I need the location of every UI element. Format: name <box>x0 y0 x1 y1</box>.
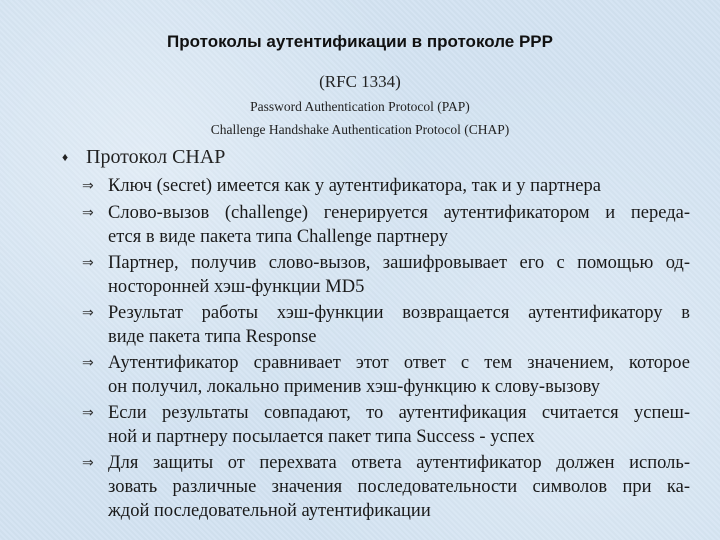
arrow-right-icon: ⇒ <box>82 256 94 271</box>
list-item-text <box>108 301 690 349</box>
diamond-icon: ♦ <box>62 150 69 164</box>
list-item-line: он получил, локально применив хэш-функцию к слову-вызову <box>108 377 601 397</box>
list-item-line: Для защиты от перехвата ответа аутентификатор должен исполь- <box>108 453 690 473</box>
arrow-right-icon: ⇒ <box>82 456 94 471</box>
list-item-line: Слово-вызов (challenge) генерируется аутентификатором и переда- <box>108 203 690 223</box>
list-item-text <box>108 401 690 449</box>
list-item <box>82 451 690 523</box>
list-item-text <box>108 351 690 399</box>
bullet-list <box>82 174 690 525</box>
list-item-line: Результат работы хэш-функции возвращается аутентификатору в <box>108 303 690 323</box>
main-bullet-label: Протокол CHAP <box>86 146 226 168</box>
arrow-right-icon: ⇒ <box>82 306 94 321</box>
arrow-right-icon: ⇒ <box>82 356 94 371</box>
list-item <box>82 251 690 299</box>
list-item <box>82 174 690 199</box>
list-item <box>82 201 690 249</box>
arrow-right-icon: ⇒ <box>82 179 94 194</box>
list-item-line: ется в виде пакета типа Challenge партнеру <box>108 227 449 247</box>
arrow-right-icon: ⇒ <box>82 206 94 221</box>
main-bullet <box>62 146 225 169</box>
arrow-right-icon: ⇒ <box>82 406 94 421</box>
list-item-text <box>108 201 690 249</box>
list-item-line: ждой последовательной аутентификации <box>108 501 431 521</box>
list-item-line: Если результаты совпадают, то аутентификация считается успеш- <box>108 403 690 423</box>
list-item <box>82 301 690 349</box>
list-item-line: зовать различные значения последовательности символов при ка- <box>108 477 690 497</box>
chap-protocol-name: Challenge Handshake Authentication Protocol (CHAP) <box>210 122 510 137</box>
list-item-line: виде пакета типа Response <box>108 327 317 347</box>
list-item-text <box>108 251 690 299</box>
rfc-reference: (RFC 1334) <box>319 72 401 91</box>
list-item-line: Ключ (secret) имеется как у аутентификатора, так и у партнера <box>108 176 601 196</box>
slide-title: Протоколы аутентификации в протоколе PPP <box>167 32 553 51</box>
list-item <box>82 351 690 399</box>
list-item <box>82 401 690 449</box>
list-item-line: Аутентификатор сравнивает этот ответ с тем значением, которое <box>108 353 690 373</box>
list-item-text <box>108 451 690 523</box>
pap-protocol-name: Password Authentication Protocol (PAP) <box>250 99 470 114</box>
list-item-text <box>108 174 690 199</box>
list-item-line: носторонней хэш-функции MD5 <box>108 277 365 297</box>
list-item-line: ной и партнеру посылается пакет типа Success - успех <box>108 427 535 447</box>
list-item-line: Партнер, получив слово-вызов, зашифровывает его с помощью од- <box>108 253 690 273</box>
